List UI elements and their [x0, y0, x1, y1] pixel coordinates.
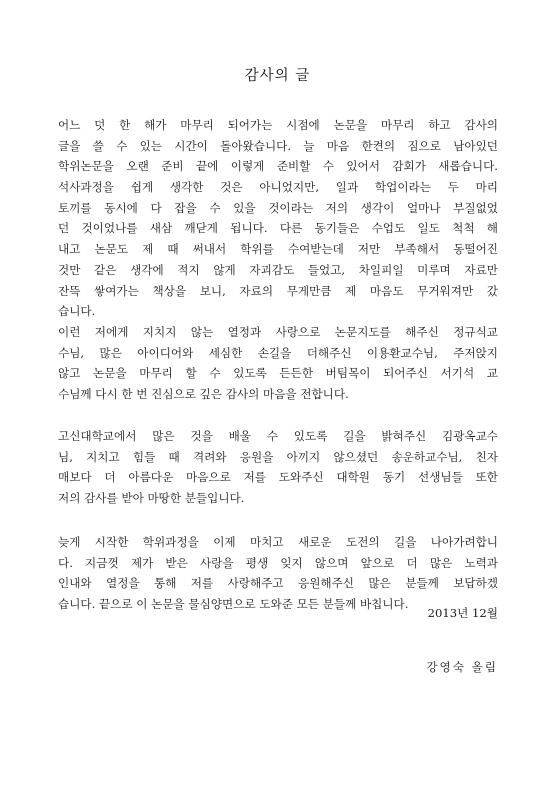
- text-line: 어느 덧 한 해가 마무리 되어가는 시점에 논문을 마무리 하고 감사의: [58, 118, 498, 132]
- paragraph-1: [58, 115, 498, 405]
- text-line: 매보다 더 아름다운 마음으로 저를 도와주신 대학원 동기 선생님들 또한: [58, 470, 498, 485]
- text-line: 님, 지치고 힘들 때 격려와 응원을 아끼지 않으셨던 송운하교수님, 친자: [58, 449, 498, 464]
- paragraph-2: [58, 426, 498, 509]
- signature-line: 강영숙 올림: [426, 660, 498, 674]
- text-line: 글을 쓸 수 있는 시간이 돌아왔습니다. 늘 마음 한켠의 짐으로 남아있던: [58, 138, 498, 153]
- text-line: 다. 지금껏 제가 받은 사랑을 평생 잊지 않으며 앞으로 더 많은 노력과: [58, 555, 498, 570]
- text-line: 수님께 다시 한 번 진심으로 깊은 감사의 마음을 전합니다.: [58, 386, 349, 401]
- text-line: 인내와 열정을 통해 저를 사랑해주고 응원해주신 많은 분들께 보답하겠: [58, 576, 498, 591]
- text-line: 이런 저에게 지치지 않는 열정과 사랑으로 논문지도를 해주신 정규식교: [58, 324, 498, 339]
- text-line: 수님, 많은 아이디어와 세심한 손길을 더해주신 이용환교수님, 주저앉지: [58, 345, 498, 360]
- text-line: 것만 같은 생각에 적지 않게 자괴감도 들었고, 차일피일 미루며 자료만: [58, 262, 498, 277]
- text-line: 늦게 시작한 학위과정을 이제 마치고 새로운 도전의 길을 나아가려합니: [58, 535, 498, 549]
- text-line: 잔뜩 쌓여가는 책상을 보니, 자료의 무게만큼 제 마음도 무거워져만 갔: [58, 283, 498, 298]
- text-line: 습니다.: [58, 304, 96, 319]
- text-line: 던 것이었나를 새삼 깨닫게 됩니다. 다른 동기들은 수업도 일도 척척 해: [58, 221, 498, 236]
- paragraph-3: [58, 532, 498, 615]
- text-line: 저의 감사를 받아 마땅한 분들입니다.: [58, 491, 245, 506]
- text-line: 습니다. 끝으로 이 논문을 물심양면으로 도와준 모든 분들께 바칩니다.: [58, 597, 409, 612]
- text-line: 학위논문을 오랜 준비 끝에 이렇게 준비할 수 있어서 감회가 새롭습니다.: [58, 159, 498, 174]
- page-title: 감사의 글: [244, 68, 311, 84]
- date-line: 2013년 12월: [427, 606, 498, 620]
- text-line: 토끼를 동시에 다 잡을 수 있을 것이라는 저의 생각이 얼마나 부질없었: [58, 200, 498, 215]
- text-line: 않고 논문을 마무리 할 수 있도록 든든한 버팀목이 되어주신 서기석 교: [58, 366, 498, 381]
- text-line: 내고 논문도 제 때 써내서 학위를 수여받는데 저만 부족해서 동떨어진: [58, 242, 498, 257]
- text-line: 석사과정을 쉽게 생각한 것은 아니었지만, 일과 학업이라는 두 마리: [58, 180, 498, 195]
- text-line: 고신대학교에서 많은 것을 배울 수 있도록 길을 밝혀주신 김광옥교수: [58, 429, 498, 443]
